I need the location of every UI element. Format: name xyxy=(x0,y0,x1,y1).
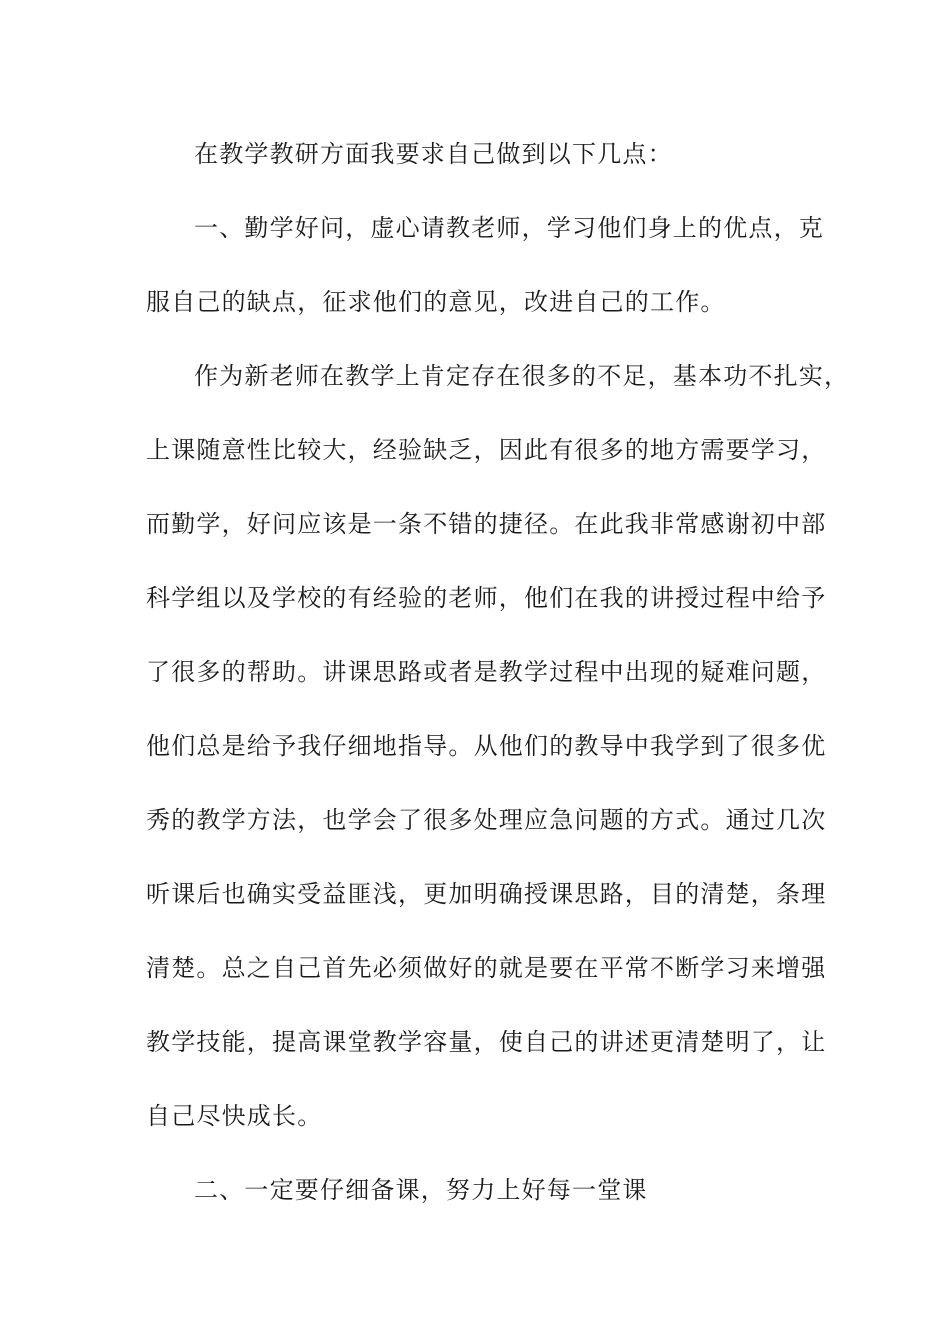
body-paragraph-line-6: 他们总是给予我仔细地指导。从他们的教导中我学到了很多优 xyxy=(146,732,827,760)
body-paragraph-line-8: 听课后也确实受益匪浅，更加明确授课思路，目的清楚，条理 xyxy=(146,880,827,908)
body-paragraph-line-4: 科学组以及学校的有经验的老师，他们在我的讲授过程中给予 xyxy=(146,584,827,612)
body-paragraph-line-9: 清楚。总之自己首先必须做好的就是要在平常不断学习来增强 xyxy=(146,954,827,982)
body-paragraph-line-2: 上课随意性比较大，经验缺乏，因此有很多的地方需要学习， xyxy=(146,436,827,464)
body-paragraph-line-5: 了很多的帮助。讲课思路或者是教学过程中出现的疑难问题， xyxy=(146,658,827,686)
body-paragraph-line-10: 教学技能，提高课堂教学容量，使自己的讲述更清楚明了，让 xyxy=(146,1028,827,1056)
paragraph-intro-line: 在教学教研方面我要求自己做到以下几点： xyxy=(194,140,673,168)
section-one-heading-line-2: 服自己的缺点，征求他们的意见，改进自己的工作。 xyxy=(146,288,726,316)
section-two-heading: 二、一定要仔细备课，努力上好每一堂课 xyxy=(194,1176,648,1204)
body-paragraph-line-11: 自己尽快成长。 xyxy=(146,1102,323,1130)
body-paragraph-line-1: 作为新老师在教学上肯定存在很多的不足，基本功不扎实， xyxy=(194,362,850,390)
body-paragraph-line-3: 而勤学，好问应该是一条不错的捷径。在此我非常感谢初中部 xyxy=(146,510,827,538)
body-paragraph-line-7: 秀的教学方法，也学会了很多处理应急问题的方式。通过几次 xyxy=(146,806,827,834)
section-one-heading-line-1: 一、勤学好问，虚心请教老师，学习他们身上的优点，克 xyxy=(194,214,824,242)
